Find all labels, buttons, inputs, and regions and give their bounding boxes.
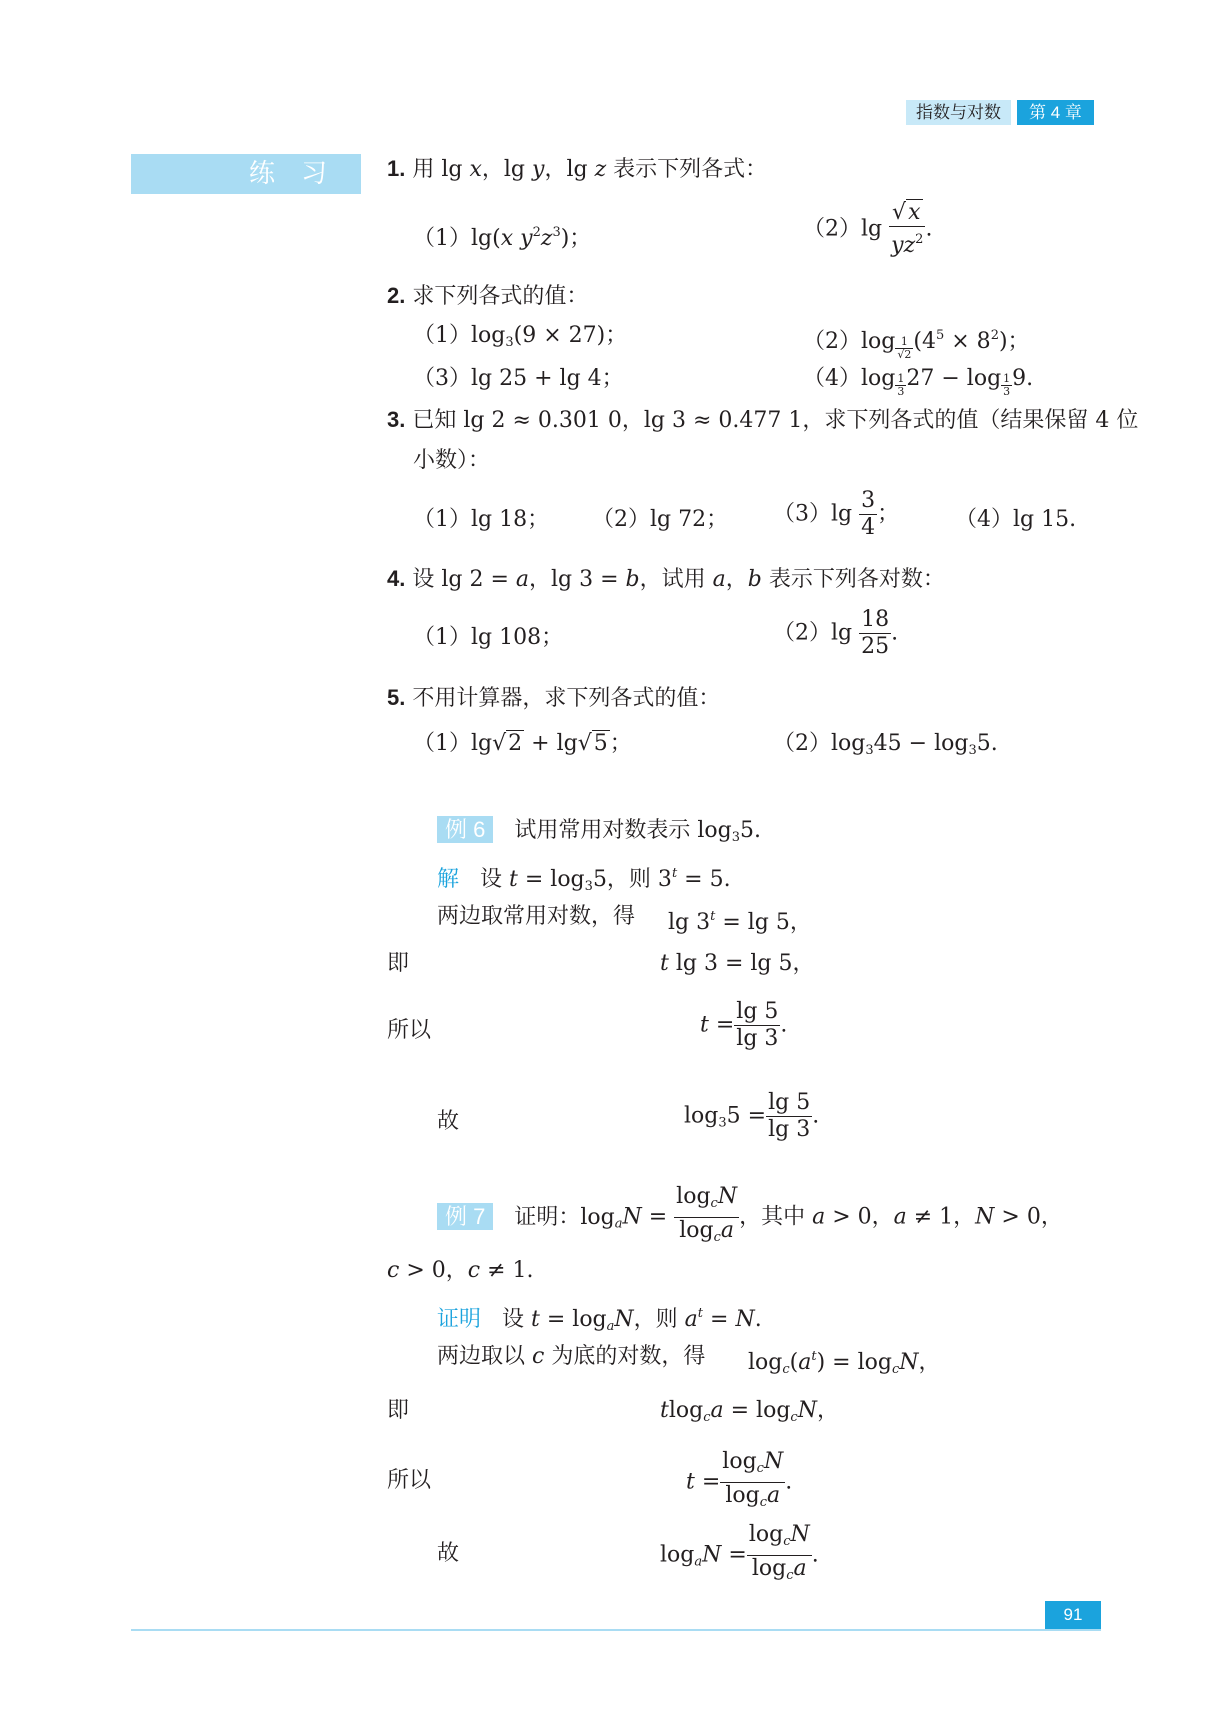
base: 3	[731, 830, 740, 845]
example-7-proof	[437, 1300, 762, 1341]
var: c	[387, 1258, 400, 1283]
var: N	[975, 1204, 995, 1230]
text: .	[785, 1469, 793, 1495]
var: t	[660, 951, 669, 976]
text: 已知 lg 2 ≈ 0.301 0，lg 3 ≈ 0.477 1，求下列各式的值（结果保留 4 位	[412, 408, 1139, 433]
fraction: $\frac{\lg 5}{\lg 3}$	[736, 999, 779, 1051]
text: = 5.	[677, 867, 731, 892]
text: lg 18；	[471, 507, 550, 532]
part-label: （3）	[773, 501, 831, 527]
exp: t	[710, 909, 716, 924]
exercise-2-part-1	[413, 322, 627, 357]
var: t	[660, 1398, 669, 1423]
text: .	[812, 1103, 820, 1129]
exp: t	[671, 866, 678, 881]
part-label: （3）	[413, 366, 471, 391]
var: y	[520, 226, 533, 251]
text: lg 15.	[1013, 507, 1077, 532]
text: 不用计算器，求下列各式的值：	[412, 686, 721, 711]
var: t	[531, 1307, 540, 1332]
text: 表示下列各式：	[606, 157, 768, 182]
part-label: （1）	[413, 731, 471, 756]
text: =	[694, 1469, 721, 1495]
part-label: （4）	[955, 507, 1013, 532]
var: a	[710, 1398, 724, 1423]
part-label: （2）	[773, 731, 831, 756]
var: y	[891, 233, 904, 258]
text: log	[861, 366, 896, 391]
part-label: （2）	[803, 329, 861, 354]
example-6-step-3	[700, 999, 787, 1052]
text: 5.	[740, 818, 761, 843]
var: y	[532, 157, 545, 182]
text: log	[660, 1542, 695, 1568]
exercise-number: 1.	[387, 156, 406, 181]
example-7-step-1	[748, 1343, 941, 1384]
exercise-1-part-2	[803, 200, 932, 259]
var: a	[893, 1204, 907, 1230]
exercise-4-part-2	[773, 607, 898, 660]
text: ，则	[633, 1307, 685, 1332]
text: .	[891, 620, 899, 646]
exercise-number: 5.	[387, 685, 406, 710]
exercise-2-part-4	[803, 365, 1033, 398]
text: log	[831, 731, 866, 756]
part-label: （2）	[803, 216, 861, 242]
text: 试用常用对数表示 log	[514, 818, 732, 843]
text: lg 108；	[471, 625, 564, 650]
text: (4	[913, 329, 936, 354]
text: log	[861, 329, 896, 354]
base: 3	[718, 1115, 727, 1131]
text: ，lg 3 =	[529, 567, 626, 592]
fraction: $\frac{\log_cN}{\log_ca}$	[722, 1449, 784, 1510]
exercise-number: 4.	[387, 566, 406, 591]
base: 3	[968, 743, 977, 758]
example-7-step-4	[660, 1522, 819, 1589]
text: log	[684, 1103, 719, 1129]
text: > 0，	[825, 1204, 894, 1230]
text: =	[721, 1542, 747, 1568]
exercise-5-part-2	[773, 730, 998, 765]
example-7-title	[437, 1184, 1063, 1251]
exp: 2	[915, 232, 924, 247]
base: a	[694, 1554, 703, 1570]
part-label: （1）	[413, 323, 471, 348]
part-label: （2）	[773, 620, 831, 646]
example-6-step-1	[668, 903, 812, 937]
text: lg 25 + lg 4；	[471, 366, 624, 391]
text: lg 3 = lg 5，	[668, 951, 815, 976]
var: N	[702, 1542, 722, 1568]
example-7-step-2-label: 即	[387, 1398, 410, 1423]
text: 表示下列各对数：	[761, 567, 945, 592]
example-6-tag: 例 6	[437, 816, 493, 843]
var: t	[509, 867, 518, 892]
exp: 2	[532, 225, 541, 240]
text: ≠ 1.	[480, 1258, 534, 1283]
text: 设	[480, 867, 510, 892]
text: 两边取以	[437, 1344, 532, 1369]
text: = log	[723, 1398, 791, 1423]
text: ；	[877, 501, 900, 527]
exercise-1	[387, 155, 767, 184]
example-7-step-4-label: 故	[437, 1541, 460, 1566]
text: .	[925, 216, 933, 242]
text: × 8	[944, 329, 991, 354]
fraction: $\frac{\lg 5}{\lg 3}$	[768, 1090, 811, 1142]
base: c	[782, 1362, 790, 1377]
exercise-3-part-1	[413, 506, 549, 534]
text: ；	[609, 731, 632, 756]
text: lg	[471, 731, 493, 756]
text: 5，则 3	[592, 867, 672, 892]
example-6-step-3-label: 所以	[387, 1018, 432, 1043]
var: z	[540, 226, 553, 251]
exercise-3	[387, 406, 1138, 435]
example-6-step-4-label: 故	[437, 1109, 460, 1134]
text: )；	[560, 226, 592, 251]
text: 5.	[976, 731, 998, 756]
text: 45 − log	[873, 731, 969, 756]
header-topic: 指数与对数	[906, 100, 1011, 125]
text: ，lg	[544, 157, 595, 182]
text: ，lg	[481, 157, 533, 182]
part-label: （1）	[413, 226, 471, 251]
var: x	[908, 200, 921, 225]
example-6-step-2	[660, 950, 814, 978]
base: c	[891, 1362, 900, 1377]
text: 设	[502, 1307, 532, 1332]
text: 9.	[1012, 366, 1034, 391]
exercise-5-part-1: （1）lg√2 + lg√5；	[413, 731, 632, 756]
exp: t	[811, 1349, 817, 1364]
text: 为底的对数，得	[544, 1344, 706, 1369]
running-header	[906, 98, 1094, 123]
footer-rule	[131, 1629, 1101, 1631]
text: ，	[816, 1398, 839, 1423]
example-6-step-1-label: 两边取常用对数，得	[437, 904, 636, 929]
exercise-number: 2.	[387, 283, 406, 308]
practice-label	[131, 154, 361, 194]
text: ，试用	[639, 567, 713, 592]
var: x	[500, 226, 514, 251]
var: c	[532, 1344, 545, 1369]
practice-label-text: 练 习	[249, 159, 328, 189]
example-6-title	[437, 816, 761, 852]
text: = log	[539, 1307, 607, 1332]
part-label: （1）	[413, 507, 471, 532]
text: (9 × 27)；	[513, 323, 628, 348]
text: lg	[831, 620, 853, 646]
fraction: $\frac{3}{4}$	[861, 488, 876, 540]
text: (	[789, 1350, 799, 1375]
page-number: 91	[1045, 1601, 1101, 1629]
text: 用 lg	[412, 157, 470, 182]
text: 5 =	[726, 1103, 767, 1129]
exercise-2-part-3	[413, 365, 624, 393]
var: t	[700, 1012, 709, 1038]
var: b	[625, 567, 640, 592]
text: =	[708, 1012, 735, 1038]
var: z	[903, 233, 916, 258]
exercise-2	[387, 282, 588, 311]
var: N	[614, 1307, 634, 1332]
var: N	[899, 1350, 919, 1375]
example-6-step-4	[684, 1090, 819, 1143]
fraction: $\frac{18}{25}$	[861, 607, 890, 659]
text: .	[754, 1307, 762, 1332]
text: log	[668, 1398, 704, 1423]
text: > 0，	[994, 1204, 1063, 1230]
var: a	[798, 1350, 812, 1375]
exercise-4-part-1	[413, 624, 563, 652]
text: = lg 5，	[715, 910, 812, 935]
text: 求下列各式的值：	[412, 284, 589, 309]
text: log	[471, 323, 506, 348]
example-6-solution	[437, 860, 731, 901]
exp: t	[697, 1306, 704, 1321]
exp: 2	[990, 328, 999, 343]
var: N	[622, 1204, 642, 1230]
var: t	[686, 1469, 695, 1495]
var: b	[747, 567, 762, 592]
radicand: 2	[508, 731, 523, 756]
text: lg	[861, 216, 883, 242]
example-7-step-3-label: 所以	[387, 1468, 432, 1493]
text: 证明：log	[514, 1204, 615, 1230]
var: z	[594, 157, 607, 182]
text: )；	[998, 329, 1030, 354]
text: ≠ 1，	[906, 1204, 976, 1230]
text: lg	[831, 501, 853, 527]
fraction: $\frac{\log_cN}{\log_ca}$	[748, 1522, 810, 1583]
var: a	[684, 1307, 698, 1332]
var: x	[469, 157, 482, 182]
example-7-step-1-label	[437, 1343, 705, 1371]
text: lg 3	[668, 910, 711, 935]
base-fraction: $\frac{1}{√2}$	[897, 335, 912, 361]
text: + lg	[524, 731, 578, 756]
exercise-4	[387, 565, 945, 594]
exercise-3-part-3	[773, 488, 899, 541]
part-label: （1）	[413, 625, 471, 650]
exercise-2-part-2	[803, 322, 1030, 361]
var: N	[735, 1307, 755, 1332]
base: 3	[865, 743, 874, 758]
text: =	[641, 1204, 675, 1230]
var: a	[812, 1204, 826, 1230]
exp: 5	[935, 328, 945, 343]
text: 设 lg 2 =	[412, 567, 516, 592]
text: ，	[725, 567, 748, 592]
fraction: $\frac{\log_cN}{\log_ca}$	[676, 1184, 738, 1245]
text: 27 − log	[906, 366, 1002, 391]
base: c	[703, 1410, 711, 1425]
text: lg(	[471, 226, 501, 251]
example-6-step-2-label: 即	[387, 951, 410, 976]
var: a	[712, 567, 726, 592]
exercise-3-part-4	[955, 506, 1076, 534]
exercise-3-part-2	[592, 506, 728, 534]
text: lg 72；	[650, 507, 729, 532]
header-chapter: 第 4 章	[1017, 100, 1094, 125]
base: a	[606, 1319, 615, 1334]
base: c	[790, 1410, 798, 1425]
text: log	[748, 1350, 783, 1375]
example-7-step-3	[686, 1449, 792, 1516]
exercise-number: 3.	[387, 407, 406, 432]
text: ，其中	[739, 1204, 813, 1230]
text: = log	[517, 867, 585, 892]
text: .	[780, 1012, 788, 1038]
exercise-5	[387, 684, 720, 713]
base-fraction: $\frac{1}{3}$	[897, 372, 905, 398]
base-fraction: $\frac{1}{3}$	[1003, 372, 1011, 398]
exercise-1-part-1	[413, 219, 591, 253]
exp: 3	[552, 225, 561, 240]
base: 3	[584, 879, 593, 894]
fraction: $\frac{√x}{yz^2}$	[891, 200, 924, 258]
text: =	[703, 1307, 736, 1332]
radicand: 5	[593, 731, 608, 756]
var: c	[467, 1258, 481, 1283]
example-7-conditions-line-2	[387, 1257, 534, 1285]
var: N	[797, 1398, 817, 1423]
proof-tag: 证明	[437, 1307, 482, 1332]
solution-tag: 解	[437, 867, 460, 892]
example-7-tag: 例 7	[437, 1203, 493, 1230]
var: a	[515, 567, 530, 592]
text: ) = log	[816, 1350, 892, 1375]
text: .	[811, 1542, 819, 1568]
text: ，	[918, 1350, 941, 1375]
exercise-3-line2: 小数）：	[413, 448, 491, 473]
text: > 0，	[399, 1258, 468, 1283]
example-7-step-2	[660, 1397, 839, 1432]
part-label: （2）	[592, 507, 650, 532]
base: a	[614, 1216, 623, 1232]
part-label: （4）	[803, 366, 861, 391]
base: 3	[505, 335, 514, 350]
